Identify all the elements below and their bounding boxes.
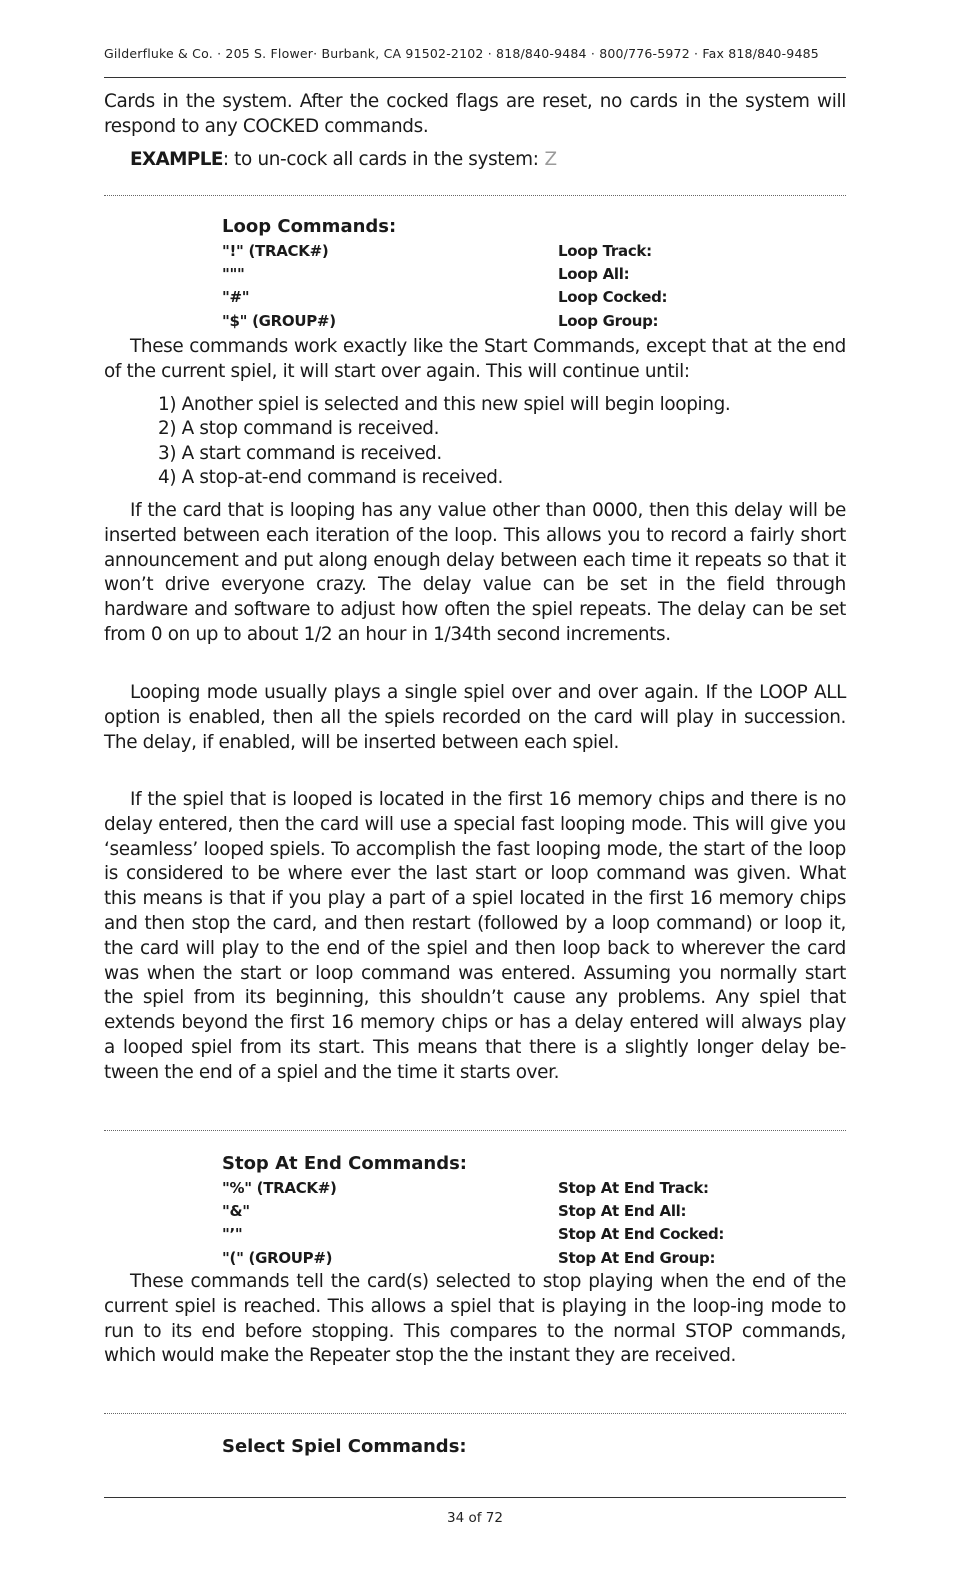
intro-paragraph: Cards in the system. After the cocked flags are reset, no cards in the system will respond to any COCKED commands. — [104, 91, 846, 137]
command-description: Stop At End All: — [558, 1202, 687, 1221]
command-description: Loop Track: — [558, 242, 652, 260]
section-divider — [104, 1130, 846, 1131]
command-code: "’" — [222, 1225, 243, 1244]
command-code: "#" — [222, 288, 250, 307]
command-code: "!" (TRACK#) — [222, 242, 329, 260]
command-code: "%" (TRACK#) — [222, 1179, 337, 1197]
list-item: 4) A stop-at-end command is received. — [158, 466, 504, 488]
loop-commands-heading: Loop Commands: — [222, 216, 397, 237]
command-code: "&" — [222, 1202, 250, 1221]
loop-commands-block — [222, 214, 782, 333]
command-row — [222, 286, 782, 309]
page-header: Gilderfluke & Co. · 205 S. Flower· Burbank, CA 91502-2102 · 818/840-9484 · 800/776-5972 · Fax 818/840-9485 — [104, 46, 819, 61]
command-row — [222, 1177, 782, 1200]
loop-paragraph-3: Looping mode usually plays a single spiel over and over again. If the LOOP ALL option is enabled, then all the spiels recorded on the card will play in succession. The delay, if enabled, will be inserted between each spiel. — [104, 682, 846, 753]
footer-rule — [104, 1497, 846, 1498]
command-description: Loop All: — [558, 265, 630, 284]
select-spiel-block — [222, 1434, 782, 1460]
command-description: Loop Group: — [558, 311, 659, 330]
command-description: Stop At End Group: — [558, 1248, 716, 1267]
command-row — [222, 240, 782, 263]
section-divider — [104, 1413, 846, 1414]
page-number: 34 of 72 — [447, 1510, 503, 1526]
stop-at-end-heading: Stop At End Commands: — [222, 1153, 467, 1174]
list-item: 3) A start command is received. — [158, 442, 442, 464]
header-rule — [104, 77, 846, 78]
command-description: Stop At End Track: — [558, 1179, 709, 1197]
list-item: 2) A stop command is received. — [158, 418, 440, 440]
stop-at-end-paragraph: These commands tell the card(s) selected to stop playing when the end of the current spiel is reached. This allows a spiel that is playing in the loop-ing mode to run to its end before stopping. This compares to the normal STOP commands, which would make the Repeater stop the the instant they are received. — [104, 1271, 846, 1367]
example-command-glyph: Z — [544, 149, 557, 170]
document-page — [104, 0, 846, 1572]
command-code: "$" (GROUP#) — [222, 311, 336, 330]
command-row — [222, 263, 782, 286]
command-description: Loop Cocked: — [558, 288, 668, 307]
command-row — [222, 1200, 782, 1223]
command-code: "(" (GROUP#) — [222, 1248, 333, 1267]
command-code: """ — [222, 265, 245, 284]
command-row — [222, 310, 782, 333]
loop-condition-list — [158, 393, 848, 490]
example-text: : to un-cock all cards in the system: — [222, 149, 539, 170]
list-item: 1) Another spiel is selected and this new spiel will begin looping. — [158, 394, 731, 415]
example-line — [130, 148, 557, 173]
command-row — [222, 1223, 782, 1246]
section-divider — [104, 195, 846, 196]
loop-paragraph-1: These commands work exactly like the Start Commands, except that at the end of the current spiel, it will start over again. This will continue until: — [104, 336, 846, 382]
example-label: EXAMPLE — [130, 149, 223, 170]
stop-at-end-commands-block — [222, 1151, 782, 1270]
command-description: Stop At End Cocked: — [558, 1225, 725, 1244]
loop-paragraph-4: If the spiel that is looped is located in the first 16 memory chips and there is no delay entered, then the card will use a special fast looping mode. This will give you ‘seamless’ looped spiels. To accomplish the fast looping mode, the start of the loop is considered to be where ever the last start or loop command was given. What this means is that if you play a part of a spiel located in the first 16 memory chips and then stop the card, and then restart (followed by a loop command) or loop it, the card will play to the end of the spiel and then loop back to wherever the card was when the start or loop command was entered. Assuming you normally start the spiel from its beginning, this shouldn’t cause any problems. Any spiel that extends beyond the first 16 memory chips or has a delay entered will always play a looped spiel from its start. This means that there is a slightly longer delay be-tween the end of a spiel and the time it starts over. — [104, 789, 846, 1083]
loop-paragraph-2: If the card that is looping has any value other than 0000, then this delay will be inserted between each iteration of the loop. This allows you to record a fairly short announcement and put along enough delay between each time it repeats so that it won’t drive everyone crazy. The delay value can be set in the field through hardware and software to adjust how often the spiel repeats. The delay can be set from 0 on up to about 1/2 an hour in 1/34th second increments. — [104, 500, 846, 645]
command-row — [222, 1247, 782, 1270]
select-spiel-heading: Select Spiel Commands: — [222, 1436, 467, 1457]
